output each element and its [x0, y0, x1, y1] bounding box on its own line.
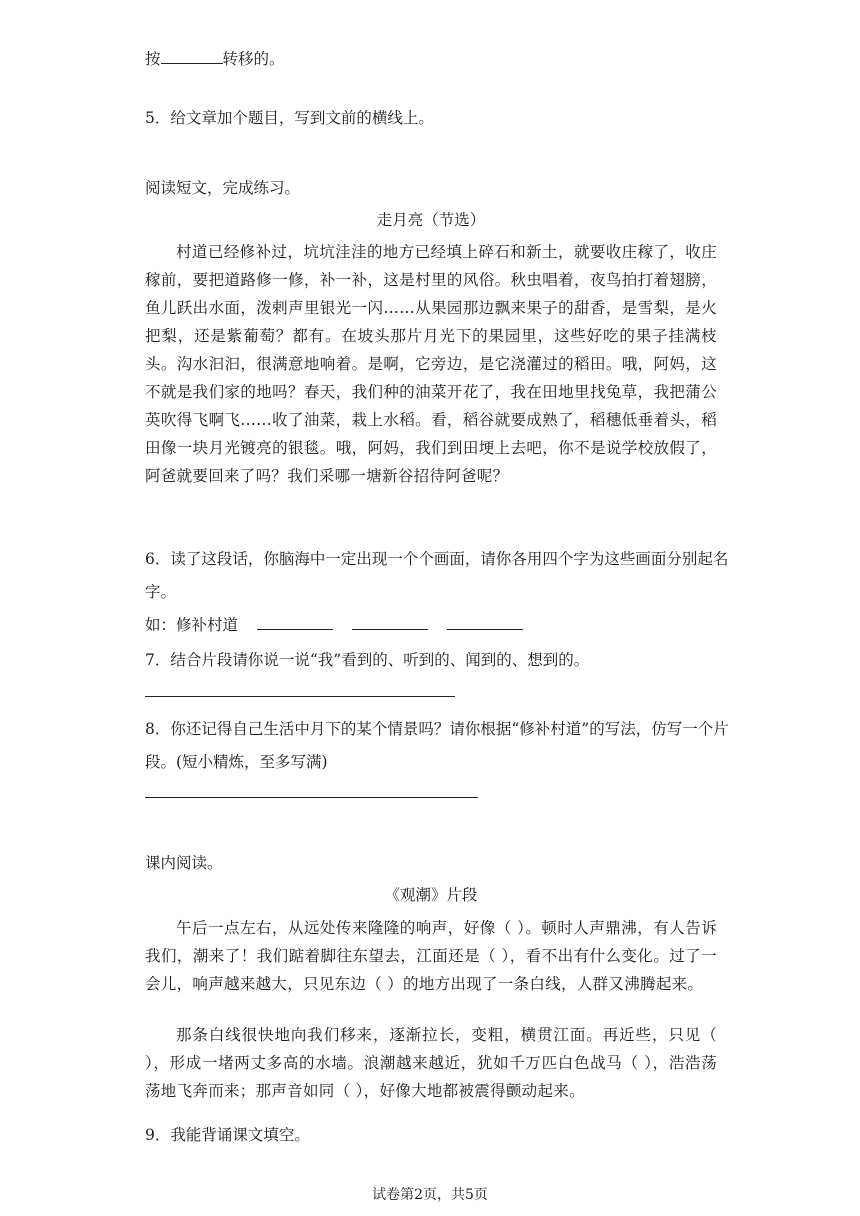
question-7: 7．结合片段请你说一说“我”看到的、听到的、闻到的、想到的。 — [145, 651, 590, 669]
reading-instruction-2: 课内阅读。 — [145, 854, 223, 872]
passage-title-2: 《观潮》片段 — [384, 886, 478, 904]
answer-line-q7[interactable] — [145, 696, 455, 697]
q4-prefix: 按 — [145, 50, 161, 68]
page-footer: 试卷第2页，共5页 — [372, 1187, 488, 1203]
reading-instruction: 阅读短文，完成练习。 — [145, 179, 301, 197]
question-6-line2: 字。 — [145, 583, 177, 601]
passage-paragraph: 村道已经修补过，坑坑洼洼的地方已经填上碎石和新土，就要收庄稼了，收庄稼前，要把道路修一修，补一补，这是村里的风俗。秋虫唱着，夜鸟拍打着翅膀，鱼儿跃出水面，泼剌声里银光一闪……从果园那边飘来果子的甜香，是雪梨，是火把梨，还是紫葡萄？都有。在坡头那片月光下的果园里，这些好吃的果子挂满枝头。沟水汩汩，很满意地响着。是啊，它旁边，是它浇灌过的稻田。哦，阿妈，这不就是我们家的地吗？春天，我们种的油菜开花了，我在田地里找兔草，我把蒲公英吹得飞啊飞……收了油菜，栽上水稻。看，稻谷就要成熟了，稻穗低垂着头，稻田像一块月光镀亮的银毯。哦，阿妈，我们到田埂上去吧，你不是说学校放假了，阿爸就要回来了吗？我们采哪一塘新谷招待阿爸呢？ — [145, 243, 717, 485]
answer-blank-3[interactable] — [447, 613, 523, 630]
passage-title: 走月亮（节选） — [376, 211, 486, 229]
answer-blank[interactable] — [161, 47, 223, 64]
question-9: 9．我能背诵课文填空。 — [145, 1126, 310, 1144]
q4-suffix: 转移的。 — [222, 50, 285, 68]
passage2-paragraph-2: 那条白线很快地向我们移来，逐渐拉长，变粗，横贯江面。再近些，只见（ ），形成一堵两丈多高的水墙。浪潮越来越近，犹如千万匹白色战马（ ），浩浩荡荡地飞奔而来；那声音如同（ ），好像大地都被震得颤动起来。 — [145, 1026, 717, 1100]
question-6-example: 如：修补村道 — [145, 616, 239, 634]
answer-blank-2[interactable] — [352, 613, 428, 630]
question-6-line1: 6．读了这段话，你脑海中一定出现一个个画面，请你各用四个字为这些画面分别起名 — [145, 550, 729, 568]
q4-tail — [145, 47, 285, 69]
answer-blank-1[interactable] — [257, 613, 333, 630]
question-8-line2: 段。(短小精炼，至多写满) — [145, 753, 328, 771]
question-8-line1: 8．你还记得自己生活中月下的某个情景吗？请你根据“修补村道”的写法，仿写一个片 — [145, 720, 729, 738]
answer-line-q8[interactable] — [145, 797, 478, 798]
question-6-example-row — [145, 613, 523, 635]
question-5: 5．给文章加个题目，写到文前的横线上。 — [145, 109, 434, 127]
passage2-paragraph-1: 午后一点左右，从远处传来隆隆的响声，好像（ ）。顿时人声鼎沸，有人告诉我们，潮来了！我们踮着脚往东望去，江面还是（ ），看不出有什么变化。过了一会儿，响声越来越大，只见东边（ ）的地方出现了一条白线，人群又沸腾起来。 — [145, 919, 717, 993]
